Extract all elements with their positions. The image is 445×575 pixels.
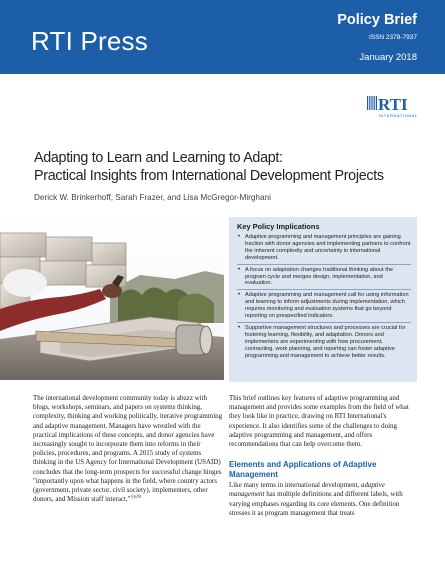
- key-policy-implications-box: [229, 217, 417, 382]
- section-paragraph: [229, 481, 419, 518]
- citation-marker: 1(p26): [130, 493, 142, 499]
- authors: Derick W. Brinkerhoff, Sarah Frazer, and Lisa McGregor-Mirghani: [34, 193, 271, 202]
- key-implication-item: [237, 325, 411, 362]
- bullet-icon: •: [238, 266, 241, 273]
- publication-date: January 2018: [359, 52, 417, 63]
- intro-text: The international development community today is abuzz with blogs, workshops, seminars, and papers on systems thinking, complexity, thinking and working politically, iterative programming and adaptive management. Managers have wrestled with the practical implications of these concepts, and donor agencies have increasingly sought to incorporate them into reforms in their policies, procedures, and programs. A 2015 study of systems thinking in the US Agency for International Development (USAID) concludes that the long-term prospects for successful change hinges "importantly upon what happens in the field, where country actors (government, private sector, civil society), implementers, other donors, and Mission staff interact.": [33, 394, 223, 504]
- bullet-icon: •: [238, 292, 241, 299]
- header-banner: [0, 0, 445, 74]
- rti-press-brand: [31, 26, 148, 57]
- key-implications-heading: Key Policy Implications: [237, 222, 320, 231]
- brand-bold: RTI: [31, 26, 74, 56]
- title-line-2: Practical Insights from International Development Projects: [34, 168, 384, 184]
- section-intro: Like many terms in international development,: [229, 481, 361, 490]
- brand-light: Press: [73, 26, 148, 56]
- brief-title: [34, 149, 414, 185]
- key-implication-text: Adaptive programming and management principles are gaining traction with donor agencies and implementing partners to confront the inherent complexity and uncertainty in international development.: [245, 234, 411, 261]
- body-column-right: [229, 394, 419, 518]
- key-implication-item: [237, 292, 411, 323]
- key-implications-list: [237, 234, 411, 362]
- key-implication-item: [237, 234, 411, 265]
- cover-photo-worker-hammer: [0, 213, 224, 380]
- bullet-icon: •: [238, 234, 241, 240]
- section-rest: has multiple definitions and different labels, with varying emphases regarding its core elements. One definition stresses it as program management that treats: [229, 490, 403, 517]
- key-implication-item: [237, 267, 411, 291]
- body-column-left: [33, 394, 223, 504]
- svg-text:INTERNATIONAL: INTERNATIONAL: [378, 113, 418, 118]
- section-heading: Elements and Applications of Adaptive Management: [229, 460, 377, 479]
- outline-paragraph: This brief outlines key features of adaptive programming and management and provides some examples from the field of what they look like in practice, drawing on RTI International's experience. It also identifies some of the challenges to doing adaptive programming and management, and offers recommendations that can help overcome them.: [229, 394, 409, 449]
- issn-number: ISSN 2378-7937: [368, 34, 417, 41]
- intro-paragraph: [33, 394, 223, 504]
- svg-text:RTI: RTI: [378, 95, 408, 114]
- key-implication-text: Supportive management structures and processes are crucial for fostering learning, flexibility, and adaptation. Donors and implementers are experimenting with how procurement, contracting, work planning, and reporting can foster adaptive programming and management to achieve better results.: [245, 324, 406, 359]
- bullet-icon: •: [238, 324, 241, 331]
- key-implication-text: Adaptive programming and management call for using information and learning to inform adjustments during implementation, which requires monitoring and evaluation systems that go beyond reporting on prespecified indicators.: [245, 292, 409, 320]
- publication-type: Policy Brief: [337, 12, 417, 28]
- key-implication-text: A focus on adaptation changes traditional thinking about the program cycle and merges design, implementation, and evaluation.: [245, 266, 394, 287]
- rti-international-logo: [366, 93, 418, 119]
- title-line-1: Adapting to Learn and Learning to Adapt:: [34, 150, 283, 166]
- section-term: adaptive management: [229, 481, 385, 499]
